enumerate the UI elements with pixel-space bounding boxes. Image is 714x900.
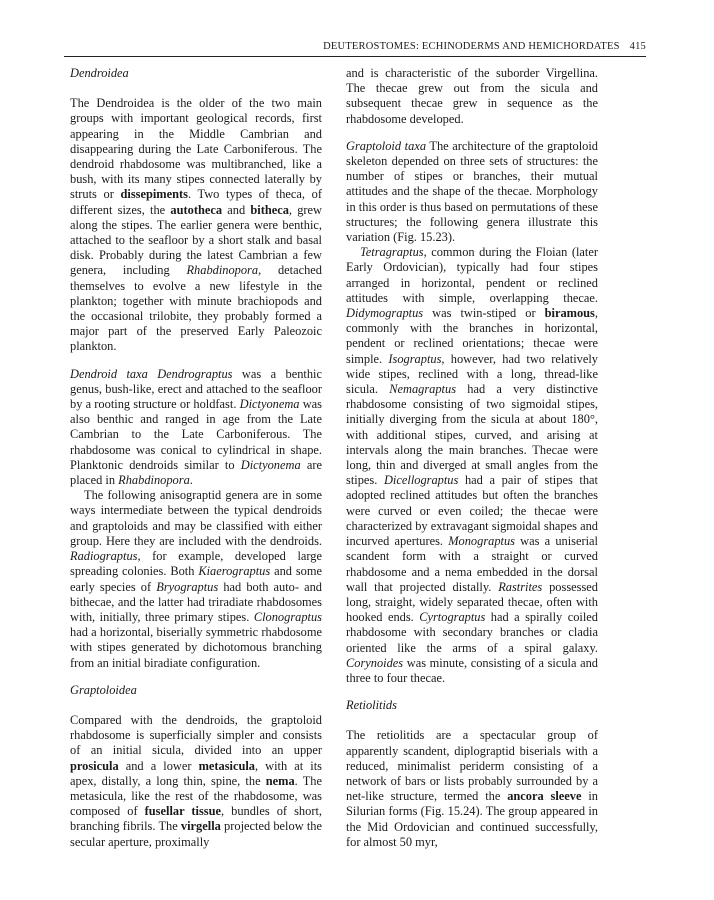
bold-term: nema [265,773,295,788]
italic-term: Dendroid taxa [70,366,148,381]
section-heading-graptoloidea: Graptoloidea [70,682,137,697]
paragraph-dendroid-taxa: Dendroid taxa Dendrograptus was a benthic genus, bush-like, erect and attached to the seafloor by a rooting structure or holdfast. Dictyonema was also benthic and ranged in age from the Late Cambrian to the Late Carboniferous. The rhabdosome was conical to cylindrical in shape. Planktonic dendroids similar to Dictyonema are placed in Rhabdinopora. [70,366,322,488]
italic-term: Bryograptus [156,579,219,594]
italic-term: Radiograptus [70,549,138,564]
bold-term: bitheca [250,202,289,217]
italic-term: Rastrites [498,579,543,594]
bold-term: ancora sleeve [507,789,582,804]
paragraph-retiolitids: The retiolitids are a spectacular group of apparently scandent, diplograptid biserials with a reduced, minimalist periderm consisting of a network of bars or lists probably surrounded by a net-like structure, termed the ancora sleeve in Silurian forms (Fig. 15.24). The group appeared in the Mid Ordovician and continued successfully, for almost 50 myr, [346,728,598,849]
italic-term: Nemagraptus [389,382,457,397]
italic-term: Monograptus [448,534,515,549]
paragraph-genera: Tetragraptus, common during the Floian (later Early Ordovician), typically had four stipes arranged in horizontal, pendent or reclined attitudes with simple, overlapping thecae. Didymograptus was twin-stiped or biramous, commonly with the branches in horizontal, pendent or reclined orientations; thecae were simple. Isograptus, however, had two relatively wide stipes, reclined with a long, thread-like sicula. Nemagraptus had a very distinctive rhabdosome consisting of two sigmoidal stipes, initially diverging from the sicula at about 180°, with additional stipes, curved, and arising at intervals along the main branches. Thecae were long, thin and diverged at small angles from the stipes. Dicellograptus had a pair of stipes that adopted reclined attitudes but often the branches were curved or even coiled; the thecae were characterized by extravagant sigmoidal shapes and incurved apertures. Monograptus was a uniserial scandent form with a straight or curved rhabdosome and a nema embedded in the dorsal wall that projected distally. Rastrites possessed long, straight, widely separated thecae, often with hooked ends. Cyrtograptus had a spirally coiled rhabdosome with secondary branches or cladia oriented like the arms of a spiral galaxy. Corynoides was minute, consisting of a sicula and three to four thecae. [346,245,599,685]
section-heading-retiolitids: Retiolitids [346,698,397,713]
paragraph-graptoloid-rhabdosome: Compared with the dendroids, the graptoloid rhabdosome is superficially simpler and consists of an initial sicula, divided into an upper prosicula and a lower metasicula, with at its apex, distally, a long thin, spine, the nema. The metasicula, like the rest of the rhabdosome, was composed of fusellar tissue, bundles of short, branching fibrils. The virgella projected below the secular aperture, proximally [70,712,322,849]
bold-term: dissepiments [120,187,188,202]
italic-term: Kiaerograptus [198,564,271,579]
italic-term: Corynoides [346,655,404,670]
running-head-title: DEUTEROSTOMES: ECHINODERMS AND HEMICHORDATES [323,41,620,52]
italic-term: Dictyonema [239,397,300,412]
italic-term: Isograptus [388,351,442,366]
running-head [64,40,646,57]
italic-term: Rhabdinopora [118,473,190,488]
paragraph-virgellina: and is characteristic of the suborder Virgellina. The thecae grew out from the sicula and subsequent thecae grew in sequence as the rhabdosome developed. [346,66,598,126]
bold-term: virgella [180,819,221,834]
right-column [346,66,598,850]
paragraph-anisograptid: The following anisograptid genera are in some ways intermediate between the typical dendroids and graptoloids and may be classified with either group. Here they are included with the dendroids. Radiograptus, for example, developed large spreading colonies. Both Kiaerograptus and some early species of Bryograptus had both auto- and bithecae, and the latter had triradiate rhabdosomes with, initially, three primary stipes. Clonograptus had a horizontal, biserially symmetric rhabdosome with stipes generated by dichotomous branching from an initial biradiate configuration. [70,488,322,670]
paragraph-graptoloid-taxa: Graptoloid taxa The architecture of the graptoloid skeleton depended on three sets of structures: the number of stipes or branches, their mutual attitudes and the shape of the thecae. Morphology in this order is thus based on permutations of these structures; the following genera illustrate this variation (Fig. 15.23). [346,138,598,245]
paragraph-dendroidea-intro: The Dendroidea is the older of the two main groups with important geological records, first appearing in the Middle Cambrian and disappearing during the Late Carboniferous. The dendroid rhabdosome was multibranched, like a bush, with its many stipes connected laterally by struts or dissepiments. Two types of theca, of different sizes, the autotheca and bitheca, grew along the stipes. The earlier genera were benthic, attached to the seafloor by a short stalk and basal disk. Probably during the latest Cambrian a few genera, including Rhabdinopora, detached themselves to evolve a new lifestyle in the plankton; together with minute brachiopods and the occasional trilobite, they probably formed a major part of the preserved Early Paleozoic plankton. [70,96,322,354]
italic-term: Tetragraptus [360,245,424,260]
bold-term: biramous [544,306,595,321]
italic-term: Cyrtograptus [419,610,486,625]
italic-term: Dictyonema [240,457,301,472]
italic-term: Dicellograptus [383,473,459,488]
left-column [70,66,322,850]
bold-term: metasicula [198,758,255,773]
bold-term: fusellar tissue [144,804,221,819]
italic-term: Clonograptus [253,609,322,624]
bold-term: prosicula [70,758,119,773]
section-heading-dendroidea: Dendroidea [70,66,129,80]
italic-term: Dendrograptus [157,366,233,381]
italic-term: Rhabdinopora [186,263,259,278]
italic-term: Graptoloid taxa [346,138,427,153]
italic-term: Didymograptus [346,306,424,321]
bold-term: autotheca [170,202,223,217]
page-number: 415 [629,41,646,52]
